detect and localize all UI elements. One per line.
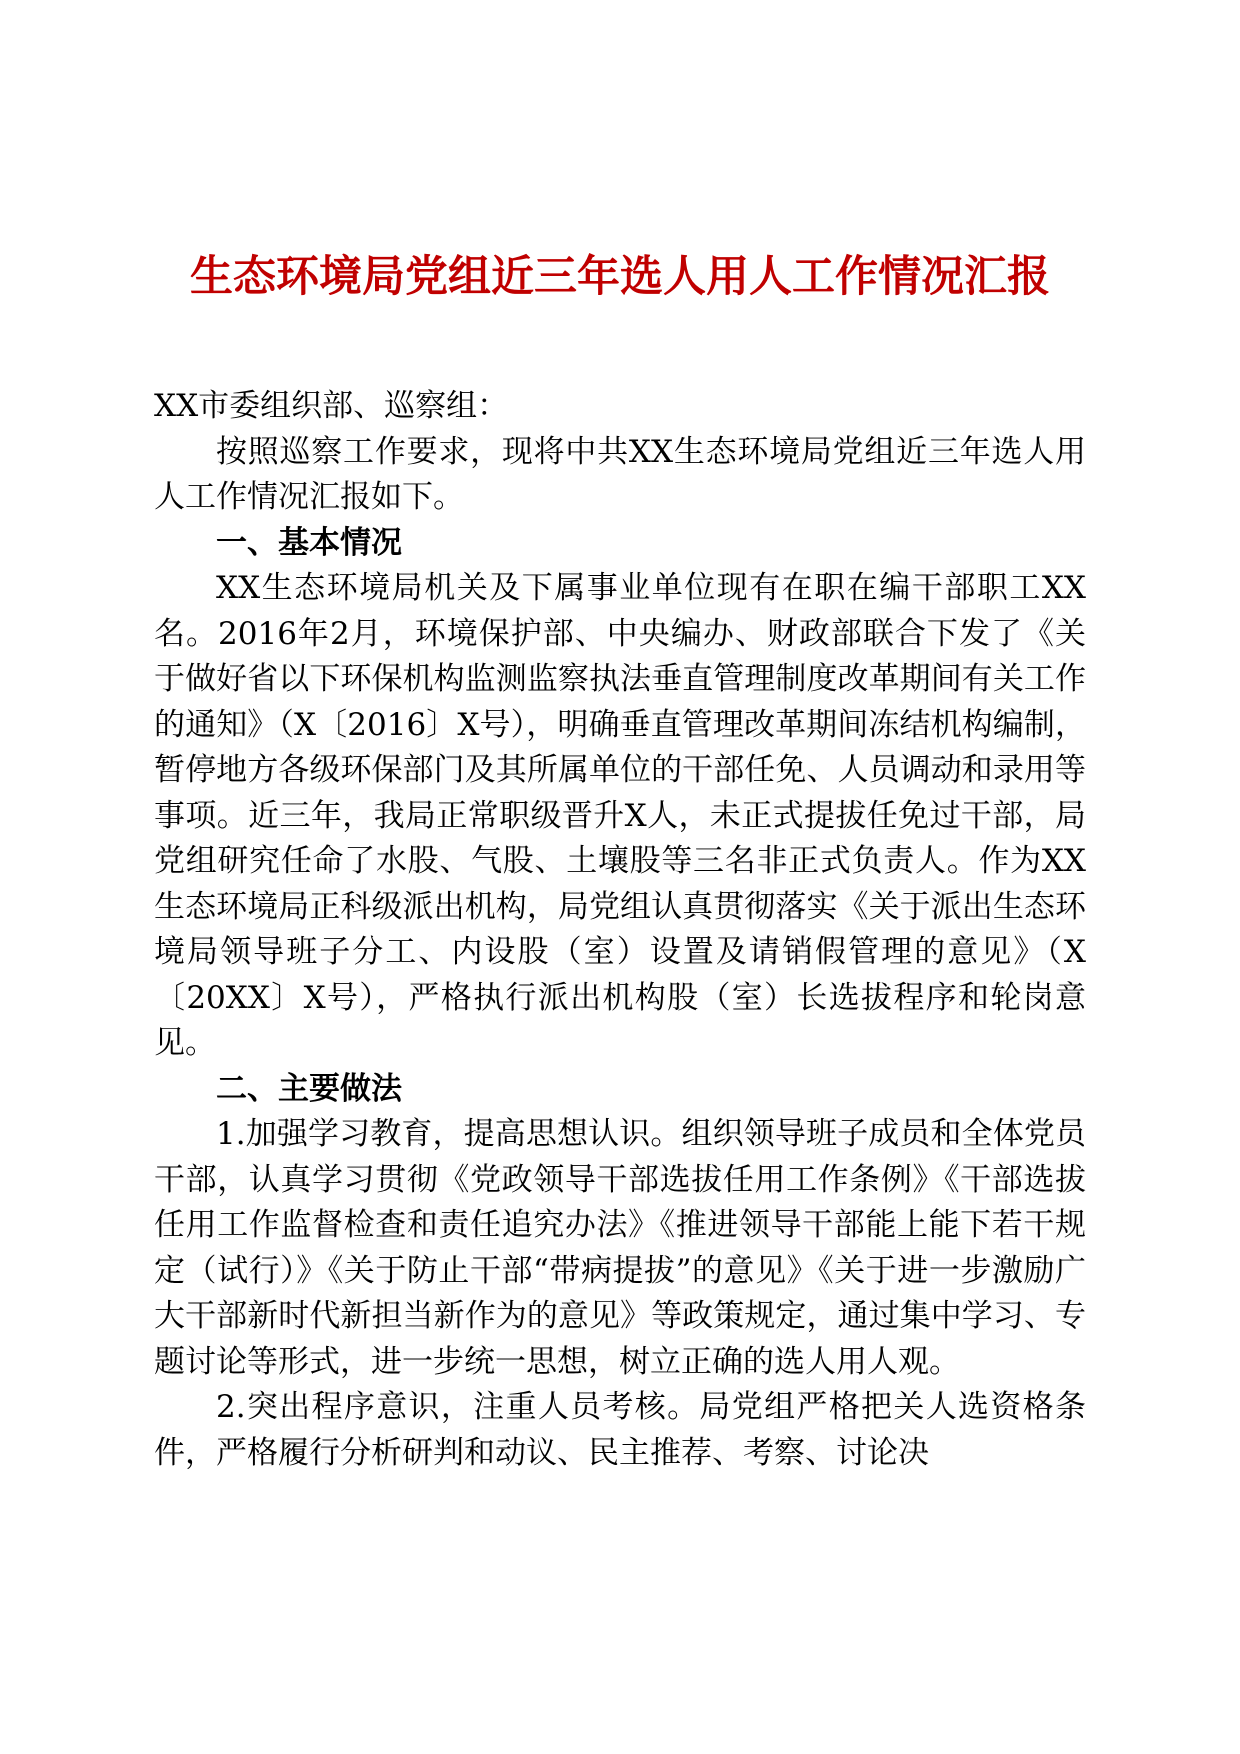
document-title: 生态环境局党组近三年选人用人工作情况汇报	[190, 252, 1050, 302]
practice-paragraph-1: 1.加强学习教育，提高思想认识。组织领导班子成员和全体党员干部，认真学习贯彻《党政领导干部选拔任用工作条例》《干部选拔任用工作监督检查和责任追究办法》《推进领导干部能上能下若干规定（试行）》《关于防止干部“带病提拔”的意见》《关于进一步激励广大干部新时代新担当新作为的意见》等政策规定，通过集中学习、专题讨论等形式，进一步统一思想，树立正确的选人用人观。	[154, 1116, 1086, 1380]
section-heading-practices: 二、主要做法	[216, 1070, 402, 1107]
basic-situation-paragraph: XX生态环境局机关及下属事业单位现有在职在编干部职工XX名。2016年2月，环境保护部、中央编办、财政部联合下发了《关于做好省以下环保机构监测监察执法垂直管理制度改革期间有关工作的通知》（X〔2016〕X号），明确垂直管理改革期间冻结机构编制，暂停地方各级环保部门及其所属单位的干部任免、人员调动和录用等事项。近三年，我局正常职级晋升X人，未正式提拔任免过干部，局党组研究任命了水股、气股、土壤股等三名非正式负责人。作为XX生态环境局正科级派出机构，局党组认真贯彻落实《关于派出生态环境局领导班子分工、内设股（室）设置及请销假管理的意见》（X〔20XX〕X号），严格执行派出机构股（室）长选拔程序和轮岗意见。	[154, 570, 1086, 1061]
practice-paragraph-2: 2.突出程序意识，注重人员考核。局党组严格把关人选资格条件，严格履行分析研判和动议、民主推荐、考察、讨论决	[154, 1389, 1086, 1471]
section-heading-basic: 一、基本情况	[216, 524, 402, 561]
document-body	[154, 384, 1086, 1476]
salutation: XX市委组织部、巡察组：	[154, 388, 509, 424]
intro-paragraph: 按照巡察工作要求，现将中共XX生态环境局党组近三年选人用人工作情况汇报如下。	[154, 433, 1086, 515]
